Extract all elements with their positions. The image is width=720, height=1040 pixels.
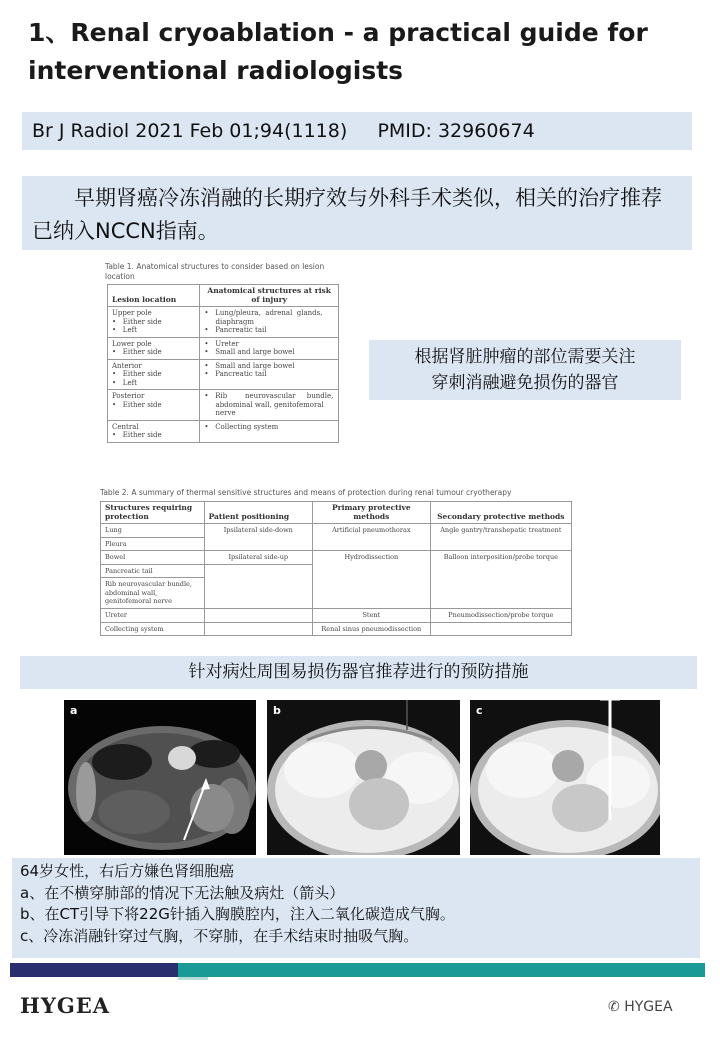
- table2: [100, 501, 572, 636]
- table1-header-location: Lesion location: [108, 285, 200, 307]
- table2-header-primary: Primary protective methods: [312, 502, 430, 524]
- secondary-cell: Angle gantry/transhepatic treatment: [430, 524, 571, 551]
- table1-header-risk: Anatomical structures at risk of injury: [200, 285, 339, 307]
- structure-cell: Ureter: [101, 609, 205, 623]
- image-label-b: b: [273, 704, 281, 717]
- table-row: [101, 551, 572, 565]
- positioning-cell-empty: [204, 622, 312, 636]
- table2-caption: Table 2. A summary of thermal sensitive structures and means of protection during renal tumour cryotherapy: [100, 488, 512, 497]
- structure-cell: Pancreatic tail: [101, 564, 205, 578]
- footer-bar-teal: [178, 963, 705, 977]
- footer-bar-accent: [178, 977, 208, 980]
- table-row: [108, 307, 339, 338]
- table-row: [108, 359, 339, 390]
- location-name: Anterior: [112, 361, 142, 370]
- image-label-a: a: [70, 704, 78, 717]
- case-line-3: b、在CT引导下将22G针插入胸膜腔内，注入二氧化碳造成气胸。: [20, 905, 455, 923]
- table2-header-secondary: Secondary protective methods: [430, 502, 571, 524]
- location-name: Lower pole: [112, 339, 152, 348]
- risk-cell: • Rib neurovascular bundle, abdominal wall, genitofemoral nerve: [200, 390, 339, 421]
- table2-header-positioning: Patient positioning: [204, 502, 312, 524]
- table-row: [101, 609, 572, 623]
- location-name: Upper pole: [112, 309, 152, 317]
- secondary-cell-empty: [430, 622, 571, 636]
- risk-cell: • Small and large bowel • Pancreatic tail: [200, 359, 339, 390]
- hygea-logo: HYGEA: [20, 993, 111, 1018]
- location-name: Central: [112, 422, 139, 431]
- case-description: [12, 858, 700, 958]
- callout-line-1: 根据肾脏肿瘤的部位需要关注: [414, 347, 636, 367]
- structure-cell: Collecting system: [101, 622, 205, 636]
- table1-location-cell: [108, 307, 200, 338]
- table1-location-cell: [108, 390, 200, 421]
- table1-location-cell: [108, 337, 200, 359]
- slide-title: [28, 14, 688, 90]
- structure-cell: Lung: [101, 524, 205, 538]
- wechat-watermark: [608, 999, 673, 1015]
- table-row: [108, 337, 339, 359]
- table-row: [108, 420, 339, 442]
- location-items: • Either side: [112, 400, 162, 409]
- table-row: [108, 390, 339, 421]
- table1-location-cell: [108, 420, 200, 442]
- prevention-caption: 针对病灶周围易损伤器官推荐进行的预防措施: [20, 656, 697, 689]
- ct-image-c: [470, 700, 660, 855]
- table1-header-row: [108, 285, 339, 307]
- callout-box: [369, 340, 681, 400]
- positioning-cell: Ipsilateral side-up: [204, 551, 312, 565]
- location-items: • Either side • Left: [112, 317, 162, 334]
- structure-cell: Bowel: [101, 551, 205, 565]
- footer-bar-dark: [10, 963, 178, 977]
- table-row: [101, 622, 572, 636]
- wechat-icon: ✆: [608, 999, 620, 1015]
- positioning-cell-empty: [204, 564, 312, 609]
- location-items: • Either side • Left: [112, 370, 162, 387]
- positioning-cell: Ipsilateral side-down: [204, 524, 312, 551]
- wechat-account-name: HYGEA: [624, 999, 673, 1015]
- table1: [107, 284, 339, 443]
- title-line-1: 1、Renal cryoablation - a practical guide for: [28, 18, 648, 47]
- positioning-cell-empty: [204, 609, 312, 623]
- citation-bar: Br J Radiol 2021 Feb 01;94(1118) PMID: 32960674: [22, 112, 692, 150]
- ct-image-a: [64, 700, 256, 855]
- risk-cell: • Ureter • Small and large bowel: [200, 337, 339, 359]
- summary-box: 早期肾癌冷冻消融的长期疗效与外科手术类似，相关的治疗推荐已纳入NCCN指南。: [22, 176, 692, 250]
- structure-cell: Rib neurovascular bundle, abdominal wall, genitofemoral nerve: [101, 578, 205, 609]
- structure-cell: Pleura: [101, 537, 205, 551]
- ct-image-b: [267, 700, 460, 855]
- case-line-1: 64岁女性，右后方嫌色肾细胞癌: [20, 862, 235, 880]
- risk-cell: • Collecting system: [200, 420, 339, 442]
- location-name: Posterior: [112, 392, 145, 400]
- primary-cell: Renal sinus pneumodissection: [312, 622, 430, 636]
- ct-scan-c-graphic: [470, 700, 660, 855]
- table2-header-row: [101, 502, 572, 524]
- ct-scan-b-graphic: [267, 700, 460, 855]
- case-line-4: c、冷冻消融针穿过气胸，不穿肺，在手术结束时抽吸气胸。: [20, 926, 419, 945]
- ct-scan-a-graphic: [64, 700, 256, 855]
- case-line-2: a、在不横穿肺部的情况下无法触及病灶（箭头）: [20, 883, 345, 902]
- table1-caption: Table 1. Anatomical structures to consider based on lesion location: [105, 262, 325, 281]
- table1-location-cell: [108, 359, 200, 390]
- location-items: • Either side: [112, 431, 162, 439]
- table-row: [101, 524, 572, 538]
- risk-cell: • Lung/pleura, adrenal glands, diaphragm • Pancreatic tail: [200, 307, 339, 338]
- location-items: • Either side: [112, 348, 162, 356]
- title-line-2: interventional radiologists: [28, 56, 404, 85]
- primary-cell: Hydrodissection: [312, 551, 430, 609]
- secondary-cell: Balloon interposition/probe torque: [430, 551, 571, 609]
- callout-line-2: 穿刺消融避免损伤的器官: [431, 373, 619, 393]
- table2-header-structures: Structures requiring protection: [101, 502, 205, 524]
- primary-cell: Stent: [312, 609, 430, 623]
- image-label-c: c: [476, 704, 483, 717]
- secondary-cell: Pneumodissection/probe torque: [430, 609, 571, 623]
- primary-cell: Artificial pneumothorax: [312, 524, 430, 551]
